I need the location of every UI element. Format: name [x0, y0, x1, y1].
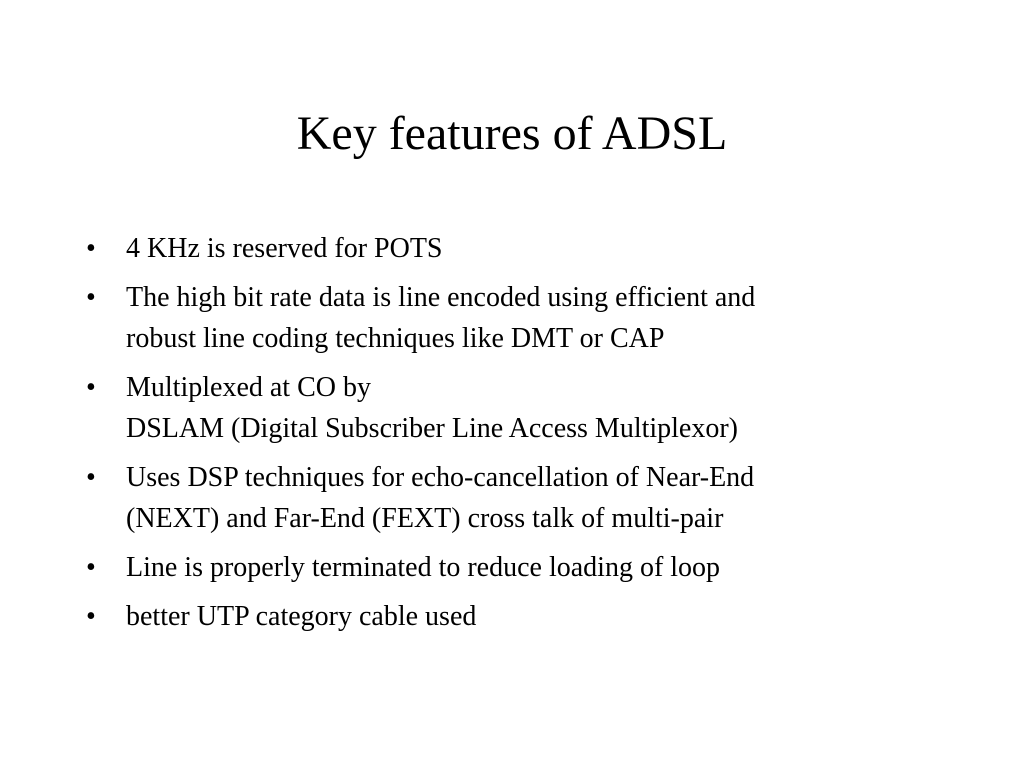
bullet-item-2 — [86, 277, 916, 359]
bullet-item-5 — [86, 547, 916, 588]
bullet-icon: • — [86, 552, 96, 583]
bullet-item-3 — [86, 367, 916, 449]
bullet-item-6 — [86, 596, 916, 637]
bullet-text-line: Line is properly terminated to reduce loading of loop — [126, 552, 721, 583]
bullet-text-line: Uses DSP techniques for echo-cancellation of Near-End — [126, 462, 755, 493]
bullet-icon: • — [86, 282, 96, 313]
bullet-item-4 — [86, 457, 916, 539]
bullet-icon: • — [86, 233, 96, 264]
bullet-icon: • — [86, 462, 96, 493]
bullet-list — [86, 228, 916, 645]
slide-title: Key features of ADSL — [296, 107, 728, 160]
bullet-text-line: better UTP category cable used — [126, 601, 477, 632]
bullet-text-line: DSLAM (Digital Subscriber Line Access Multiplexor) — [126, 413, 739, 444]
bullet-text-line: (NEXT) and Far-End (FEXT) cross talk of multi-pair — [126, 503, 724, 534]
bullet-text-line: Multiplexed at CO by — [126, 372, 371, 403]
bullet-text-line: The high bit rate data is line encoded using efficient and — [126, 282, 756, 313]
bullet-icon: • — [86, 601, 96, 632]
bullet-item-1 — [86, 228, 916, 269]
bullet-text-line: robust line coding techniques like DMT or CAP — [126, 323, 665, 354]
bullet-icon: • — [86, 372, 96, 403]
bullet-text-line: 4 KHz is reserved for POTS — [126, 233, 443, 264]
